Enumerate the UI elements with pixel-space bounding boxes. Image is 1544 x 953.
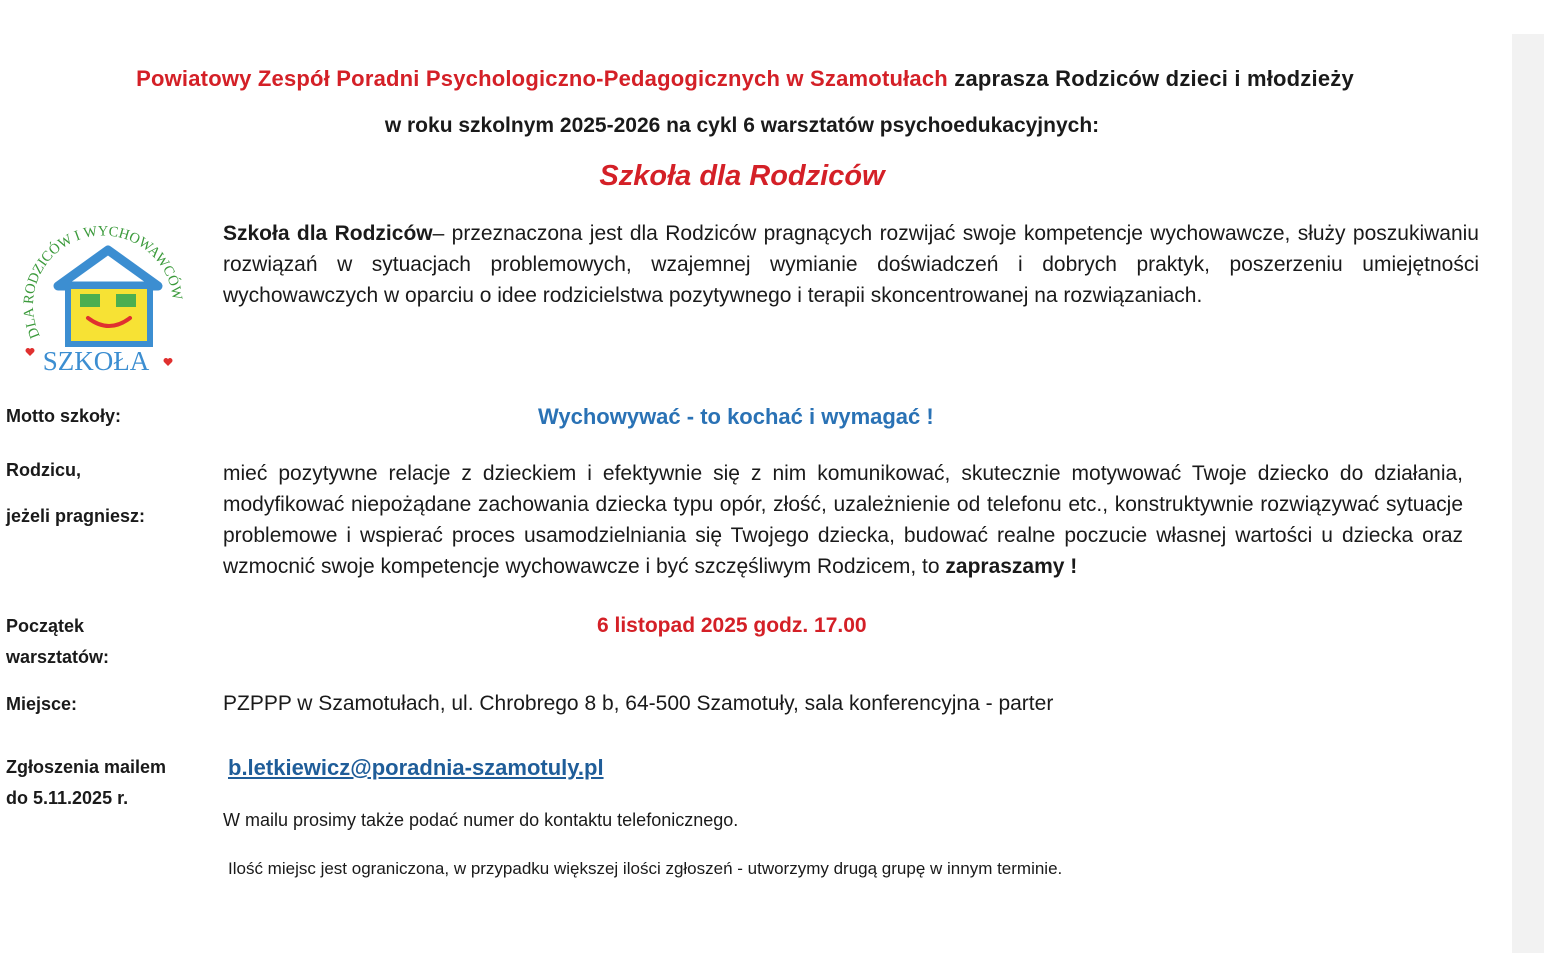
label-parent-line2: jeżeli pragniesz: bbox=[6, 506, 146, 526]
label-parent-line1: Rodzicu, bbox=[6, 460, 81, 480]
desire-text: mieć pozytywne relacje z dzieckiem i efektywnie się z nim komunikować, skutecznie motywować Twoje dziecko do działania, modyfikować niepożądane zachowania dziecka typu opór, złość, uzależnienie od telefonu etc., konstruktywnie rozwiązywać sytuacje problemowe i wspierać proces usamodzielniania się Twojego dziecka, budować realne poczucie własnej wartości u dziecka oraz wzmocnić swoje kompetencje wychowawcze i być szczęśliwym Rodzicem, to bbox=[223, 462, 1463, 578]
label-start-line2: warsztatów: bbox=[6, 647, 110, 667]
label-signup-line2: do 5.11.2025 r. bbox=[6, 788, 129, 808]
logo-arc-text: DLA RODZICÓW I WYCHOWAWCÓW bbox=[20, 223, 185, 341]
start-date: 6 listopad 2025 godz. 17.00 bbox=[597, 614, 867, 637]
school-logo bbox=[18, 218, 196, 378]
label-start bbox=[6, 611, 109, 673]
desire-emphasis: zapraszamy ! bbox=[945, 555, 1078, 578]
label-start-line1: Początek bbox=[6, 616, 85, 636]
email-link[interactable]: b.letkiewicz@poradnia-szamotuly.pl bbox=[228, 755, 604, 780]
note-phone: W mailu prosimy także podać numer do kontaktu telefonicznego. bbox=[223, 810, 739, 830]
intro-paragraph bbox=[223, 218, 1479, 311]
invite-text: zaprasza Rodziców dzieci i młodzieży bbox=[947, 66, 1354, 91]
label-motto: Motto szkoły: bbox=[6, 406, 121, 426]
desire-paragraph bbox=[223, 458, 1463, 582]
logo-word: SZKOŁA bbox=[42, 346, 150, 376]
org-name: Powiatowy Zespół Poradni Psychologiczno-Pedagogicznych w Szamotułach bbox=[136, 66, 948, 91]
label-signup bbox=[6, 752, 166, 814]
header-line2: w roku szkolnym 2025-2026 na cykl 6 warsztatów psychoedukacyjnych: bbox=[384, 114, 1100, 137]
label-place: Miejsce: bbox=[6, 694, 78, 714]
scroll-strip bbox=[1512, 34, 1544, 953]
label-signup-line1: Zgłoszenia mailem bbox=[6, 757, 167, 777]
intro-text: – przeznaczona jest dla Rodziców pragnących rozwijać swoje kompetencje wychowawcze, służy poszukiwaniu rozwiązań w sytuacjach problemowych, wzajemnej wymianie doświadczeń i dobrych praktyk, poszerzeniu umiejętności wychowawczych w oparciu o idee rodzicielstwa pozytywnego i terapii skoncentrowanej na rozwiązaniach. bbox=[223, 222, 1479, 307]
label-parent bbox=[6, 455, 145, 532]
page-title: Szkoła dla Rodziców bbox=[599, 160, 885, 192]
note-capacity: Ilość miejsc jest ograniczona, w przypadku większej ilości zgłoszeń - utworzymy drugą grupę w innym terminie. bbox=[228, 859, 1063, 878]
header-line1 bbox=[0, 66, 1490, 92]
intro-lead: Szkoła dla Rodziców bbox=[223, 222, 433, 245]
motto-text: Wychowywać - to kochać i wymagać ! bbox=[538, 404, 934, 429]
place-text: PZPPP w Szamotułach, ul. Chrobrego 8 b, 64-500 Szamotuły, sala konferencyjna - parter bbox=[223, 692, 1054, 715]
